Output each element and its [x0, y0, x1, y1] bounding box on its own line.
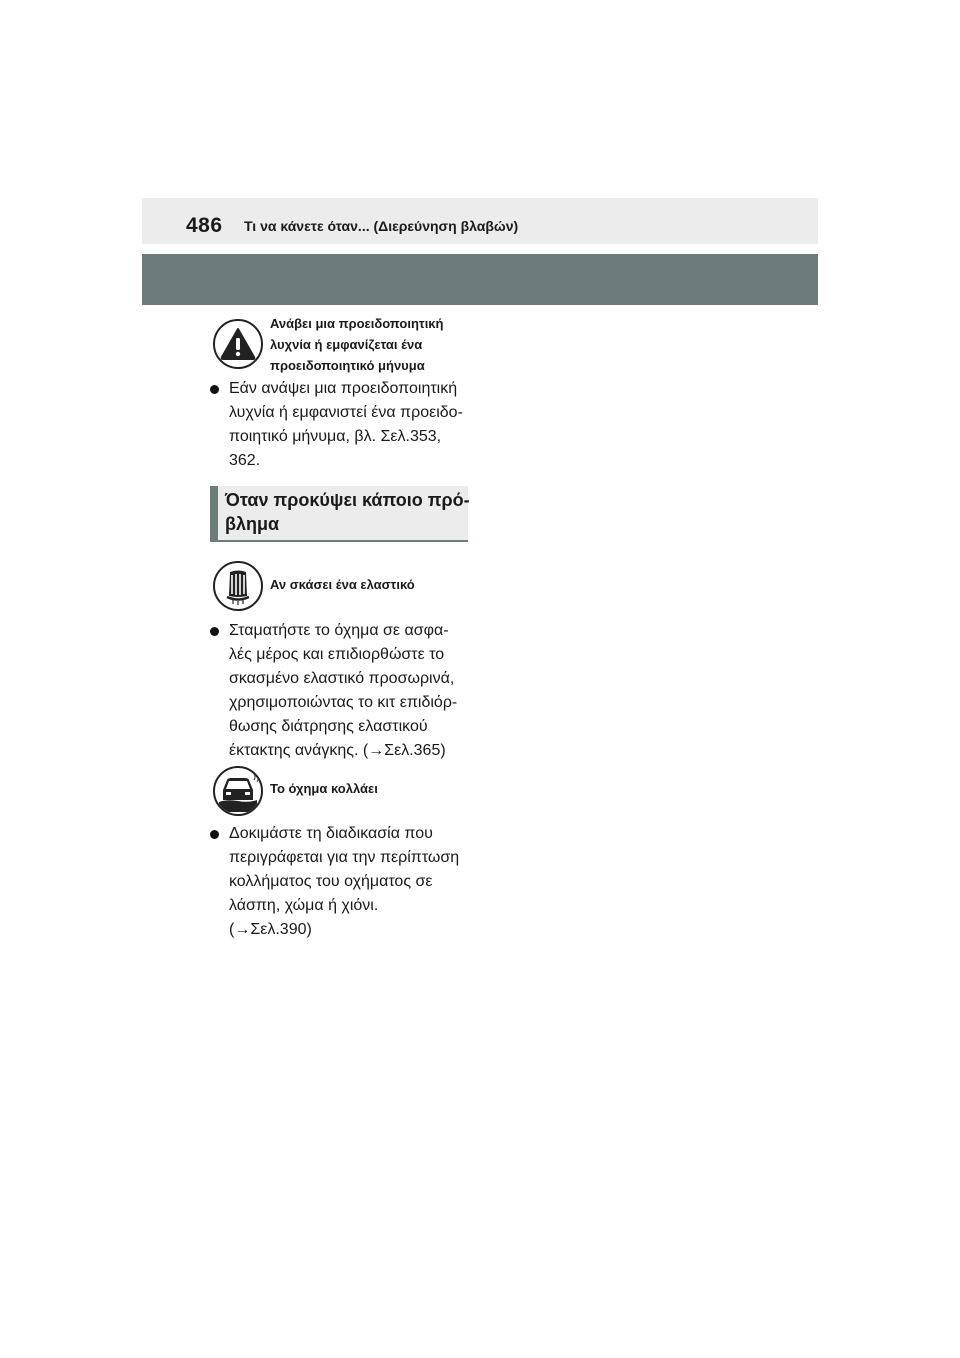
warning-text-line: λυχνία ή εμφανιστεί ένα προειδο- [229, 404, 463, 421]
section-heading-line: βλημα [225, 514, 280, 534]
warning-text-line: Εάν ανάψει μια προειδοποιητική [229, 380, 458, 397]
warning-label-line: λυχνία ή εμφανίζεται ένα [270, 337, 423, 352]
flat-tire-label: Αν σκάσει ένα ελαστικό [270, 577, 415, 592]
bullet-dot [210, 830, 219, 839]
stuck-text-line: περιγράφεται για την περίπτωση [229, 849, 460, 866]
warning-label-line: Ανάβει μια προειδοποιητική [270, 316, 444, 331]
bullet-dot [210, 385, 219, 394]
section-heading-line: Όταν προκύψει κάποιο πρό- [225, 490, 470, 510]
warning-label-line: προειδοποιητικό μήνυμα [270, 358, 425, 373]
stuck-text-line: λάσπη, χώμα ή χιόνι. [229, 897, 379, 914]
flat-tire-text-line: έκτακτης ανάγκης. (→Σελ.365) [229, 742, 446, 759]
warning-label [270, 313, 444, 376]
flat-tire-text-line: χρησιμοποιώντας το κιτ επιδιόρ- [229, 694, 458, 711]
page-number: 486 [186, 214, 223, 237]
flat-tire-icon [213, 561, 263, 611]
flat-tire-text-line: Σταματήστε το όχημα σε ασφα- [229, 622, 449, 639]
warning-triangle-icon [213, 319, 263, 369]
warning-text-line: ποιητικό μήνυμα, βλ. Σελ.353, [229, 428, 442, 445]
section-heading [210, 486, 468, 542]
flat-tire-text-line: σκασμένο ελαστικό προσωρινά, [229, 670, 455, 687]
stuck-text-line: Δοκιμάστε τη διαδικασία που [229, 825, 433, 842]
chapter-band [142, 254, 818, 305]
warning-text-line: 362. [229, 452, 261, 469]
stuck-text-line: (→Σελ.390) [229, 921, 312, 938]
flat-tire-text-line: λές μέρος και επιδιορθώστε το [229, 646, 445, 663]
flat-tire-text-line: θωσης διάτρησης ελαστικού [229, 718, 428, 735]
header-title: Τι να κάνετε όταν... (Διερεύνηση βλαβών) [244, 218, 519, 234]
stuck-vehicle-icon [213, 766, 263, 816]
stuck-label: Το όχημα κολλάει [270, 781, 378, 796]
bullet-dot [210, 627, 219, 636]
stuck-text-line: κολλήματος του οχήματος σε [229, 873, 433, 890]
